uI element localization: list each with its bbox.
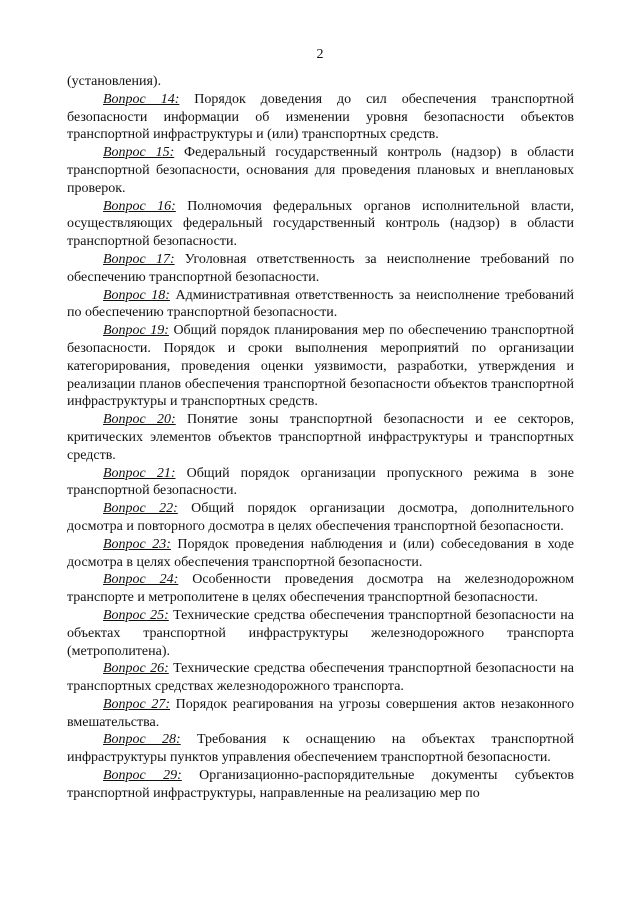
question-label: Вопрос 16: [103,198,176,214]
question-text: Общий порядок планирования мер по обеспечению транспортной безопасности. Порядок и сроки выполнения мероприятий по организации категорирования, проведения оценки уязвимости, разработки, утверждения и реализации планов обеспечения транспортной безопасности объектов транспортной инфраструктуры и транспортных средств. [67,323,574,410]
question-item [67,696,574,732]
question-item [67,660,574,696]
question-text: Организационно-распорядительные документы субъектов транспортной инфраструктуры, направленные на реализацию мер по [67,768,574,801]
question-text: Понятие зоны транспортной безопасности и ее секторов, критических элементов объектов транспортной инфраструктуры и транспортных средств. [67,412,574,463]
question-text: Полномочия федеральных органов исполнительной власти, осуществляющих федеральный государственный контроль (надзор) в области транспортной безопасности. [67,198,574,250]
question-label: Вопрос 15: [103,145,175,161]
question-label: Вопрос 24: [103,572,179,588]
question-text: Административная ответственность за неисполнение требований по обеспечению транспортной безопасности. [67,287,574,321]
question-item [67,411,574,464]
question-text: Требования к оснащению на объектах транспортной инфраструктуры пунктов управления обеспечением транспортной безопасности. [67,732,574,766]
question-list [67,91,574,803]
question-label: Вопрос 28: [103,732,181,748]
question-item [67,287,574,323]
page-number: 2 [316,47,324,62]
question-text: Общий порядок организации досмотра, дополнительного досмотра и повторного досмотра в целях обеспечения транспортной безопасности. [67,501,574,534]
question-label: Вопрос 18: [103,287,170,303]
document-body [67,73,574,803]
question-item [67,500,574,536]
question-text: Уголовная ответственность за неисполнение требований по обеспечению транспортной безопасности. [67,251,575,285]
question-text: Технические средства обеспечения транспортной безопасности на транспортных средствах железнодорожного транспорта. [67,661,574,695]
question-label: Вопрос 20: [103,412,176,428]
question-item [67,144,574,197]
question-item [67,251,574,287]
question-label: Вопрос 17: [103,251,175,267]
question-label: Вопрос 25: [103,607,169,623]
question-item [67,767,574,803]
question-label: Вопрос 23: [103,536,171,552]
question-text: Федеральный государственный контроль (надзор) в области транспортной безопасности, основания для проведения плановых и внеплановых проверок. [67,145,575,196]
question-text: Общий порядок организации пропускного режима в зоне транспортной безопасности. [67,465,574,499]
question-item [67,322,574,411]
question-item [67,607,574,660]
question-label: Вопрос 19: [103,323,169,339]
intro-fragment: (установления). [67,74,162,89]
question-item [67,536,574,572]
question-label: Вопрос 21: [103,465,176,481]
question-label: Вопрос 29: [103,768,182,784]
question-label: Вопрос 14: [103,91,180,107]
question-text: Особенности проведения досмотра на железнодорожном транспорте и метрополитене в целях обеспечения транспортной безопасности. [67,572,574,606]
question-item [67,91,574,144]
question-text: Порядок проведения наблюдения и (или) собеседования в ходе досмотра в целях обеспечения транспортной безопасности. [67,536,575,570]
question-label: Вопрос 22: [103,501,178,517]
question-item [67,731,574,767]
question-label: Вопрос 27: [103,696,171,712]
question-text: Порядок доведения до сил обеспечения транспортной безопасности информации об изменении уровня безопасности объектов транспортной инфраструктуры и (или) транспортных средств. [67,91,574,143]
question-item [67,198,574,251]
question-item [67,465,574,501]
question-item [67,571,574,607]
question-label: Вопрос 26: [103,661,169,677]
question-text: Технические средства обеспечения транспортной безопасности на объектах транспортной инфраструктуры железнодорожного транспорта (метрополитена). [67,607,574,659]
question-text: Порядок реагирования на угрозы совершения актов незаконного вмешательства. [67,696,574,730]
